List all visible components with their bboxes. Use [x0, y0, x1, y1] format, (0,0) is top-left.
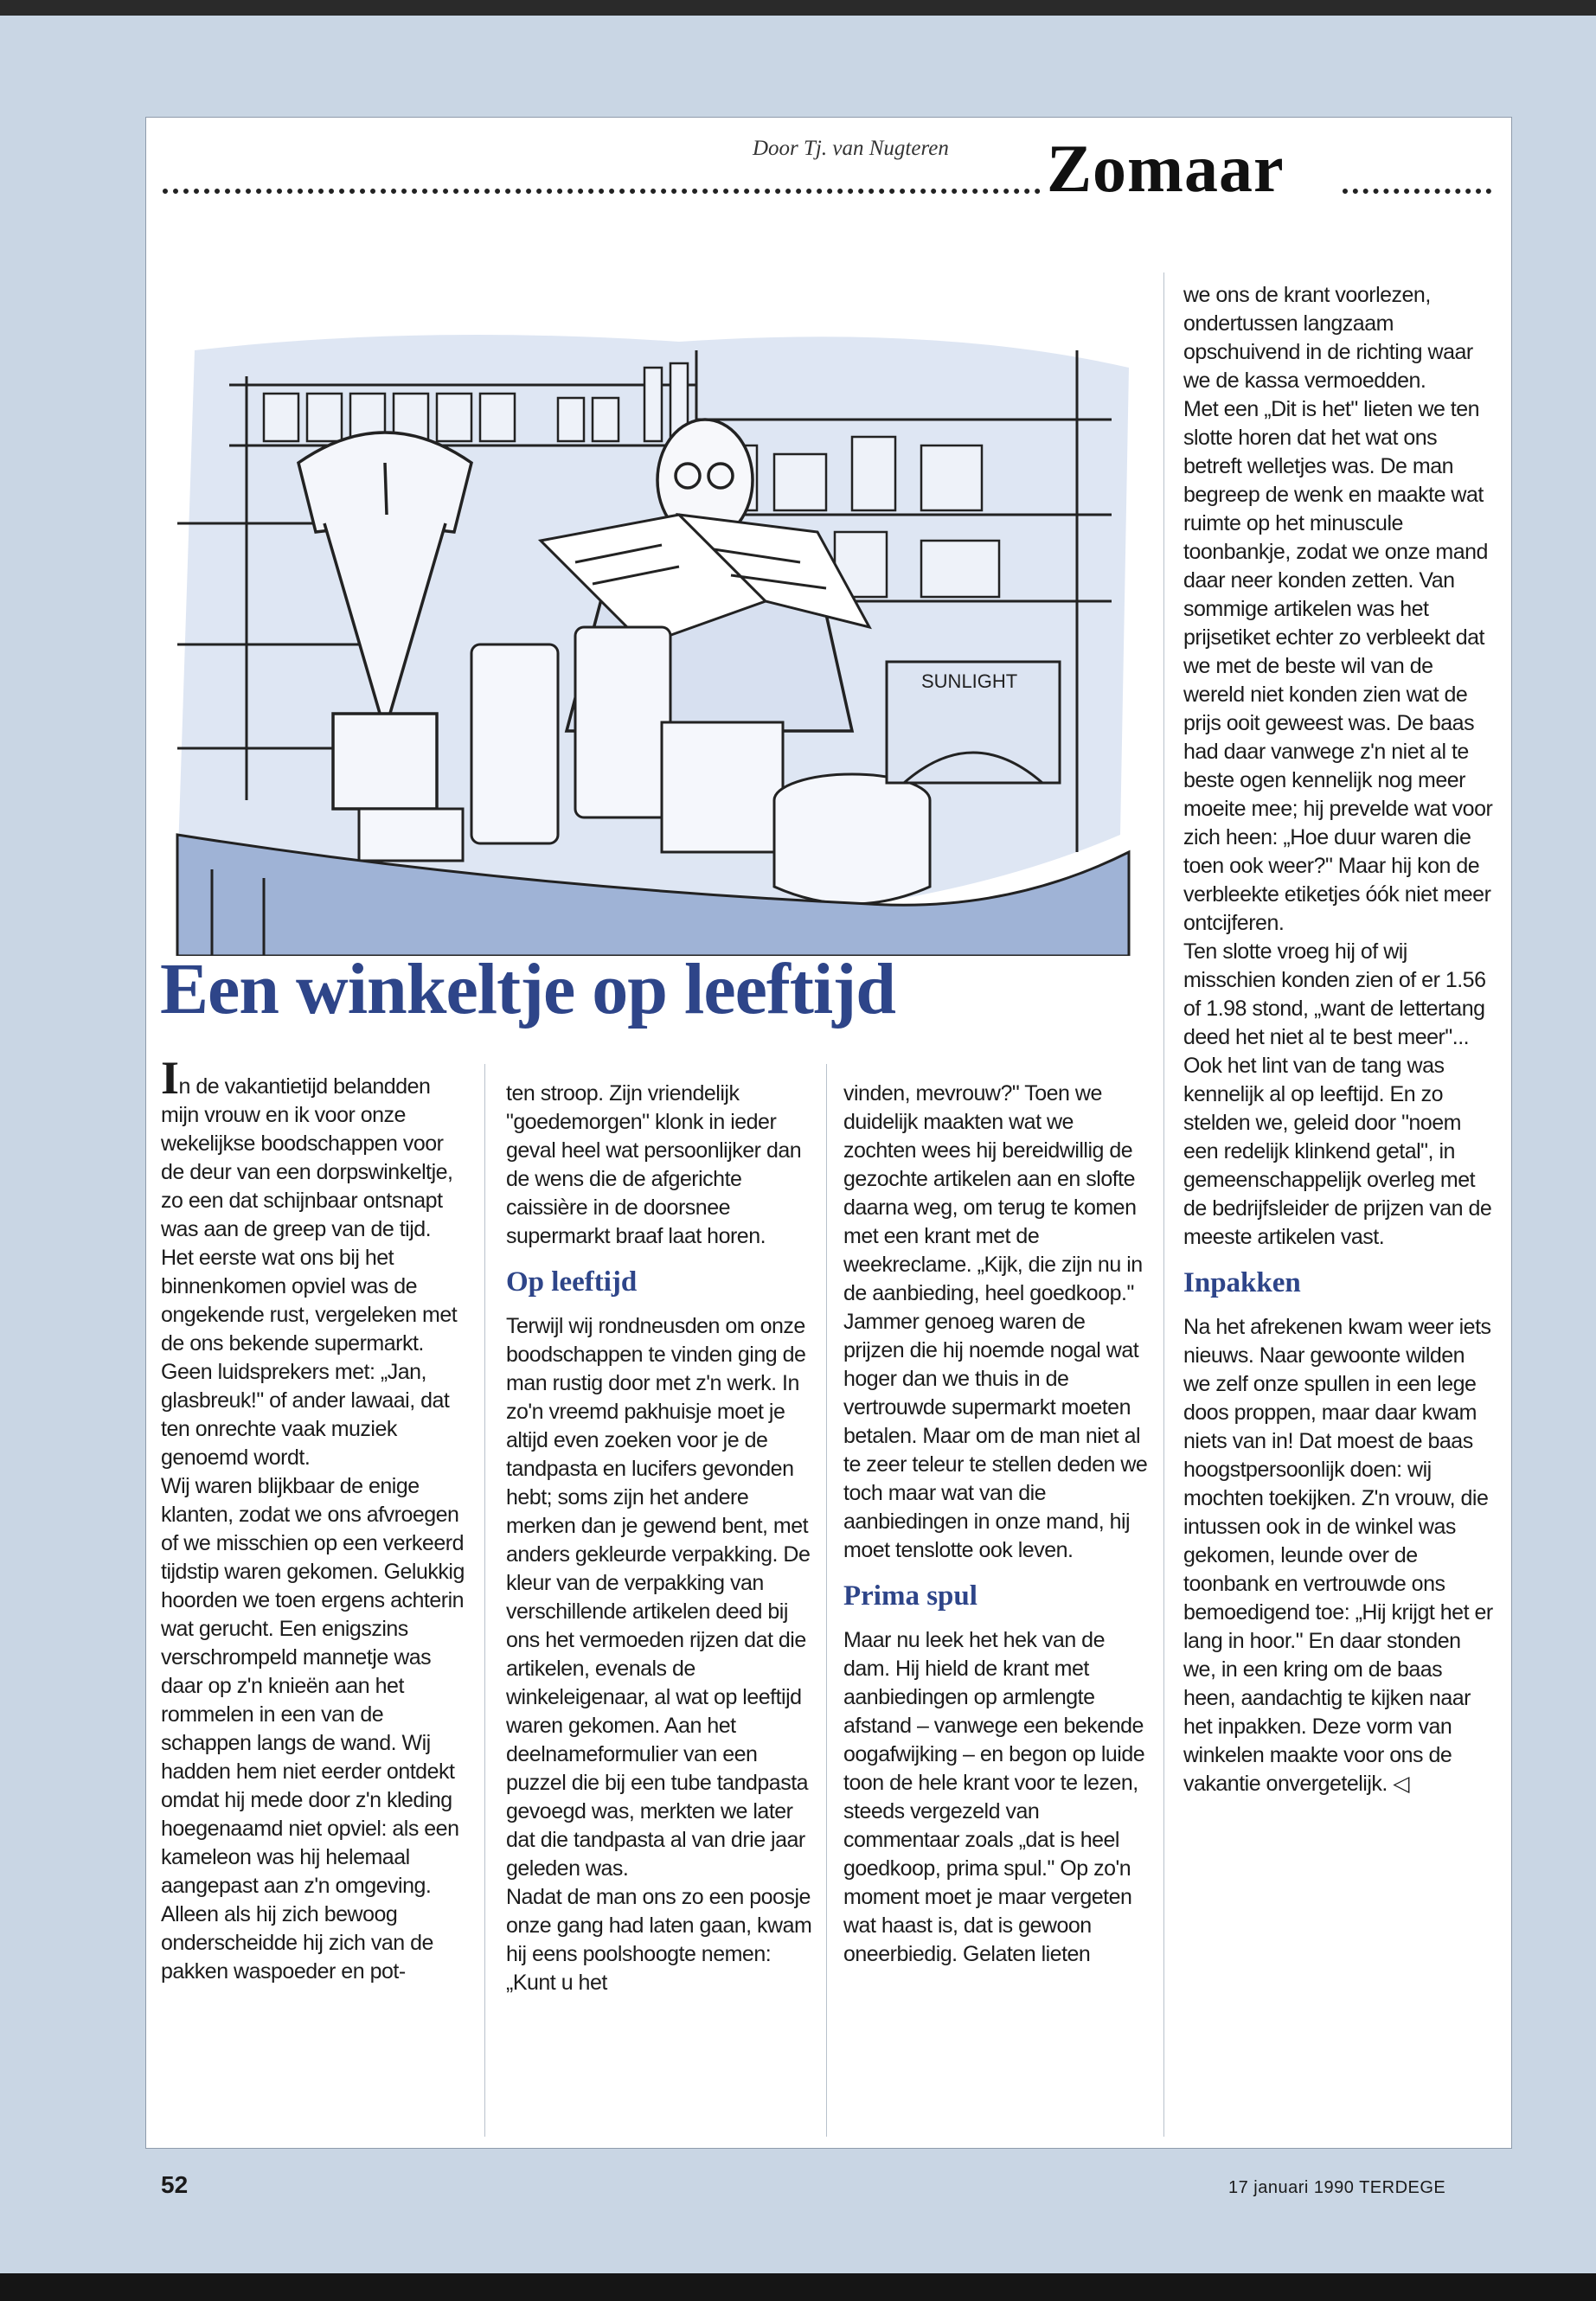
scan-border-bottom — [0, 2273, 1596, 2301]
paragraph: Wij waren blijkbaar de enige klanten, zodat we ons afvroegen of we misschien op een verkeerd tijdstip waren gekomen. Gelukkig hoorden we toen ergens achterin wat gerucht. Een enigszins verschrompeld mannetje was daar op z'n knieën aan het rommelen in een van de schappen langs de wand. Wij hadden hem niet eerder ontdekt omdat hij mede door z'n kleding hoegenaamd niet opviel: als een kameleon was hij helemaal aangepast aan z'n omgeving. Alleen als hij zich bewoog onderscheidde hij zich van de pakken waspoeder en pot- — [161, 1474, 465, 1984]
column-1 — [161, 1061, 468, 2142]
shop-illustration — [160, 316, 1146, 956]
subheading-op-leeftijd: Op leeftijd — [506, 1266, 638, 1298]
paragraph: ten stroop. Zijn vriendelijk "goedemorgen" klonk in ieder geval heel wat persoonlijker dan de wens die de afgerichte caissière in de doorsnee supermarkt braaf laat horen. — [506, 1081, 802, 1248]
column-3 — [843, 1080, 1151, 2142]
paragraph: Na het afrekenen kwam weer iets nieuws. Naar gewoonte wilden we zelf onze spullen in een lege doos proppen, maar daar kwam niets van in! Dat moest de baas hoogstpersoonlijk doen: wij mochten toekijken. Z'n vrouw, die intussen ook in de winkel was gekomen, leunde over de toonbank en vertrouwde ons bemoedigend toe: „Hij krijgt het er lang in hoor." En daar stonden we, in een kring om de baas heen, aandachtig te kijken naar het inpakken. Deze vorm van winkelen maakte voor ons de vakantie onvergetelijk. ◁ — [1183, 1315, 1493, 1796]
column-2 — [506, 1080, 813, 2142]
drop-cap: I — [161, 1061, 179, 1104]
subheading-inpakken: Inpakken — [1183, 1267, 1301, 1298]
dotted-rule-right — [1343, 189, 1491, 194]
paragraph: Ten slotte vroeg hij of wij misschien konden zien of er 1.56 of 1.98 stond, „want de lettertang deed het niet al te best meer"... Ook het lint van de tang was kennelijk al op leeftijd. En zo stelden we, geleid door "noem een redelijk klinkend getal", in gemeenschappelijk overleg met de bedrijfsleider de prijzen van de meeste artikelen vast. — [1183, 939, 1492, 1249]
subheading-prima-spul: Prima spul — [843, 1580, 977, 1612]
paragraph: vinden, mevrouw?" Toen we duidelijk maakten wat we zochten wees hij bereidwillig de gezochte artikelen aan en slofte daarna weg, om terug te komen met een krant met de weekreclame. „Kijk, die zijn nu in de aanbieding, heel goedkoop." Jammer genoeg waren de prijzen die hij noemde nogal wat hoger dan we thuis in de vertrouwde supermarkt moeten betalen. Maar om de man niet al te zeer teleur te stellen deden we toch maar wat van die aanbiedingen in onze mand, hij moet tenslotte ook leven. — [843, 1081, 1148, 1562]
rubric-title: Zomaar — [1047, 131, 1285, 206]
paragraph: Met een „Dit is het" lieten we ten slotte horen dat het wat ons betreft welletjes was. De man begreep de wenk en maakte wat ruimte op het minuscule toonbankje, zodat we onze mand daar neer konden zetten. Van sommige artikelen was het prijsetiket echter zo verbleekt dat we met de beste wil van de wereld niet konden zien wat de prijs ooit geweest was. De baas had daar vanwege z'n niet al te beste ogen kennelijk nog meer moeite mee; hij prevelde wat voor zich heen: „Hoe duur waren die toen ook weer?" Maar hij kon de verbleekte etiketjes óók niet meer ontcijferen. — [1183, 397, 1493, 935]
byline: Door Tj. van Nugteren — [753, 137, 949, 160]
crate-label: SUNLIGHT — [921, 670, 1018, 692]
dotted-rule-left — [163, 189, 1041, 194]
paragraph: Maar nu leek het hek van de dam. Hij hield de krant met aanbiedingen op armlengte afstand – vanwege een bekende oogafwijking – en begon op luide toon de hele krant voor te lezen, steeds vergezeld van commentaar zoals „dat is heel goedkoop, prima spul." Op zo'n moment moet je maar vergeten wat haast is, dat is gewoon oneerbiedig. Gelaten lieten — [843, 1628, 1145, 1966]
paragraph: we ons de krant voorlezen, ondertussen langzaam opschuivend in de richting waar we de kassa vermoedden. — [1183, 283, 1473, 393]
column-rule — [484, 1064, 485, 2137]
column-4 — [1183, 281, 1495, 2141]
article-headline: Een winkeltje op leeftijd — [160, 949, 895, 1029]
intro-paragraph — [161, 1061, 468, 1244]
page-number: 52 — [161, 2171, 189, 2198]
paragraph: Terwijl wij rondneusden om onze boodschappen te vinden ging de man rustig door met z'n werk. In zo'n vreemd pakhuisje moet je altijd even zoeken voor je de tandpasta en lucifers gevonden hebt; soms zijn het andere merken dan je gewend bent, met anders gekleurde verpakking. De kleur van de verpakking van verschillende artikelen deed bij ons het vermoeden rijzen dat die artikelen, evenals de winkeleigenaar, al wat op leeftijd waren gekomen. Aan het deelnameformulier van een puzzel die bij een tube tandpasta gevoegd was, merkten we later dat die tandpasta al van drie jaar geleden was. — [506, 1314, 811, 1881]
column-rule — [826, 1064, 827, 2137]
scan-border-top — [0, 0, 1596, 16]
intro-text: n de vakantietijd belandden mijn vrouw en ik voor onze wekelijkse boodschappen voor de deur van een dorpswinkeltje, zo een dat schijnbaar ontsnapt was aan de greep van de tijd. — [161, 1074, 453, 1241]
issue-line: 17 januari 1990 TERDEGE — [1228, 2178, 1446, 2197]
column-rule — [1163, 272, 1164, 2137]
paragraph: Het eerste wat ons bij het binnenkomen opviel was de ongekende rust, vergeleken met de ons bekende supermarkt. Geen luidsprekers met: „Jan, glasbreuk!" of ander lawaai, dat ten onrechte vaak muziek genoemd wordt. — [161, 1246, 458, 1470]
paragraph: Nadat de man ons zo een poosje onze gang had laten gaan, kwam hij eens poolshoogte nemen: „Kunt u het — [506, 1885, 812, 1995]
